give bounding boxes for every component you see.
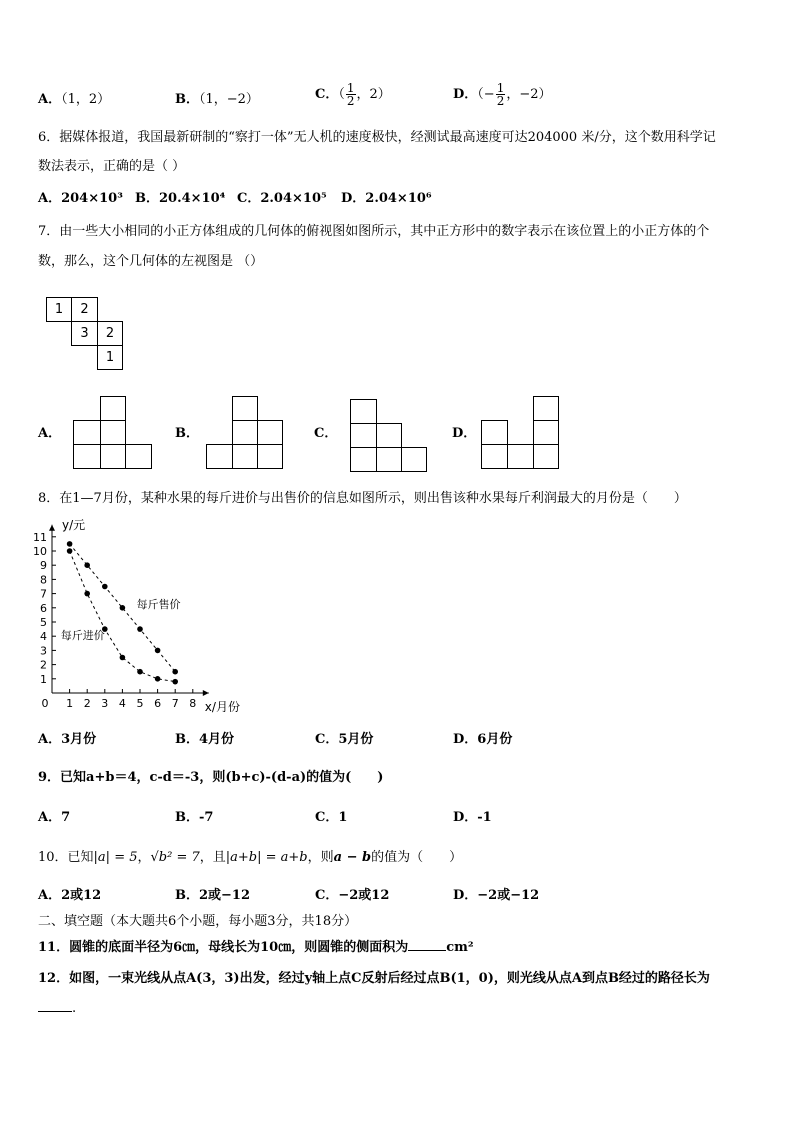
fraction-denominator: 2 (496, 94, 505, 108)
q11-stem (38, 936, 474, 955)
q10-option-d[interactable]: D．−2或−12 (453, 888, 540, 903)
x-tick-label: 2 (83, 697, 91, 710)
q5-option-c[interactable] (315, 82, 391, 107)
q7-option-c-label[interactable]: C． (314, 426, 338, 441)
q9-stem: 9．已知a+b＝4，c-d＝-3，则(b+c)-(d-a)的值为( ) (38, 770, 384, 785)
top-view-cell: 1 (46, 297, 72, 322)
x-tick-label: 4 (118, 697, 126, 710)
series-label: 每斤进价 (60, 629, 105, 643)
data-point (102, 584, 108, 590)
q12-answer-blank[interactable] (38, 999, 72, 1012)
q10-abs-a: |a| = 5 (93, 850, 138, 865)
data-point (155, 676, 161, 682)
data-point (172, 679, 178, 685)
fraction-numerator: 1 (496, 81, 505, 95)
y-tick-label: 7 (40, 587, 47, 601)
q10-sqrt-expr: √b² = 7 (150, 850, 200, 865)
q7-option-b-label[interactable]: B． (175, 426, 199, 441)
q6-stem-line2: 数法表示，正确的是（ ） (38, 159, 186, 174)
q11-text: 11．圆锥的底面半径为6㎝，母线长为10㎝，则圆锥的侧面积为 (38, 940, 409, 955)
x-tick-label: 1 (66, 697, 74, 710)
q11-unit: cm² (446, 940, 474, 955)
q8-option-c[interactable]: C．5月份 (315, 732, 374, 747)
q6-options (38, 187, 758, 209)
q6-stem-line1: 6．据媒体报道，我国最新研制的“察打一体”无人机的速度极快，经测试最高速度可达204000 米/分，这个数用科学记 (38, 130, 716, 145)
data-point (137, 669, 143, 675)
q11-answer-blank[interactable] (408, 938, 446, 951)
y-tick-label: 5 (40, 616, 47, 629)
y-tick-label: 3 (40, 644, 47, 658)
y-tick-label: 4 (40, 630, 47, 644)
q9-option-c[interactable]: C．1 (315, 810, 348, 825)
q10-expression: a − b (333, 850, 372, 865)
x-tick-label: 3 (101, 697, 109, 710)
top-view-cell: 2 (97, 321, 123, 346)
q5-option-b[interactable] (175, 88, 259, 107)
y-tick-label: 11 (33, 530, 47, 544)
q9-option-a[interactable]: A．7 (38, 810, 71, 825)
q8-options (38, 728, 758, 750)
y-tick-label: 1 (40, 672, 47, 686)
q5-option-a-label: A． (38, 92, 62, 107)
q7-stem-line2: 数，那么，这个几何体的左视图是 （） (38, 254, 264, 269)
y-tick-label: 2 (40, 658, 47, 672)
q5-option-a[interactable] (38, 88, 110, 107)
q10-sep: ， (137, 850, 151, 865)
y-axis-arrow (49, 525, 55, 531)
q5-option-d-open: （− (477, 87, 495, 102)
q10-tail2: 的值为（ ） (371, 850, 463, 865)
q5-option-c-close: ，2） (356, 87, 391, 102)
x-tick-label: 8 (189, 697, 197, 710)
q10-stem (38, 846, 462, 865)
q10-mid: ，且 (199, 850, 226, 865)
q12-period: . (72, 1001, 77, 1016)
q9-option-b[interactable]: B．-7 (175, 810, 214, 825)
x-tick-label: 7 (171, 697, 179, 710)
q5-option-c-open: （ (338, 87, 345, 102)
q8-option-b[interactable]: B．4月份 (175, 732, 235, 747)
x-tick-label: 5 (136, 697, 144, 710)
y-axis-label: y/元 (62, 517, 86, 532)
section-heading: 二、填空题（本大题共6个小题，每小题3分，共18分） (38, 914, 358, 929)
q6-option-b[interactable]: B．20.4×10⁴ (135, 191, 226, 206)
q12-stem-line1: 12．如图，一束光线从点A(3，3)出发，经过y轴上点C反射后经过点B(1，0)，则光线从点A到点B经过的路径长为 (38, 971, 710, 986)
x-axis-label: x/月份 (204, 700, 240, 714)
top-view-cell: 3 (71, 321, 98, 346)
data-point (155, 648, 161, 654)
q10-tail1: ，则 (307, 850, 334, 865)
q7-option-a-label[interactable]: A． (38, 426, 62, 441)
q6-option-c[interactable]: C．2.04×10⁵ (237, 191, 327, 206)
q5-option-c-label: C． (315, 87, 339, 102)
q10-option-c[interactable]: C．−2或12 (315, 888, 390, 903)
data-point (67, 548, 73, 554)
top-view-cell: 1 (97, 345, 123, 370)
data-point (84, 591, 90, 597)
x-tick-label: 6 (154, 697, 162, 710)
q10-prefix: 10．已知 (38, 850, 94, 865)
q6-option-a[interactable]: A．204×10³ (38, 191, 123, 206)
data-point (172, 669, 178, 675)
data-point (120, 605, 126, 611)
q5-option-d[interactable] (453, 82, 552, 107)
q8-price-chart (30, 510, 260, 720)
q9-options (38, 806, 758, 828)
top-view-cell: 2 (71, 297, 98, 322)
series-label: 每斤售价 (136, 597, 181, 611)
x-axis-arrow (203, 690, 209, 696)
y-tick-label: 8 (40, 573, 47, 587)
q5-option-d-close: ，−2） (506, 87, 552, 102)
q5-option-a-text: （1，2） (61, 92, 111, 107)
q5-option-b-text: （1，−2） (199, 92, 259, 107)
x-tick-label: 0 (41, 697, 49, 710)
series-line (70, 551, 176, 682)
q5-option-d-fraction (496, 82, 506, 107)
y-tick-label: 10 (33, 545, 47, 558)
q8-option-a[interactable]: A．3月份 (38, 732, 97, 747)
data-point (137, 626, 143, 632)
data-point (120, 655, 126, 661)
y-tick-label: 6 (40, 601, 47, 615)
y-tick-label: 9 (40, 559, 47, 573)
q5-option-d-label: D． (453, 87, 478, 102)
q9-option-d[interactable]: D．-1 (453, 810, 492, 825)
q10-option-a[interactable]: A．2或12 (38, 888, 102, 903)
q10-abs-sum: |a+b| = a+b (225, 850, 308, 865)
data-point (84, 562, 90, 568)
data-point (67, 541, 73, 547)
q7-stem-line1: 7．由一些大小相同的小正方体组成的几何体的俯视图如图所示，其中正方形中的数字表示在该位置上的小正方体的个 (38, 224, 710, 239)
q8-stem: 8．在1—7月份，某种水果的每斤进价与出售价的信息如图所示，则出售该种水果每斤利润最大的月份是（ ） (38, 491, 687, 506)
q5-option-c-fraction (346, 82, 356, 107)
q6-option-d[interactable]: D．2.04×10⁶ (341, 191, 432, 206)
q7-option-d-label[interactable]: D． (452, 426, 477, 441)
q5-option-b-label: B． (175, 92, 199, 107)
q10-options (38, 884, 758, 906)
fraction-numerator: 1 (346, 81, 355, 95)
q5-options (38, 81, 758, 110)
fraction-denominator: 2 (346, 94, 355, 108)
q10-option-b[interactable]: B．2或−12 (175, 888, 251, 903)
q8-option-d[interactable]: D．6月份 (453, 732, 513, 747)
q12-stem-line2 (38, 999, 76, 1016)
